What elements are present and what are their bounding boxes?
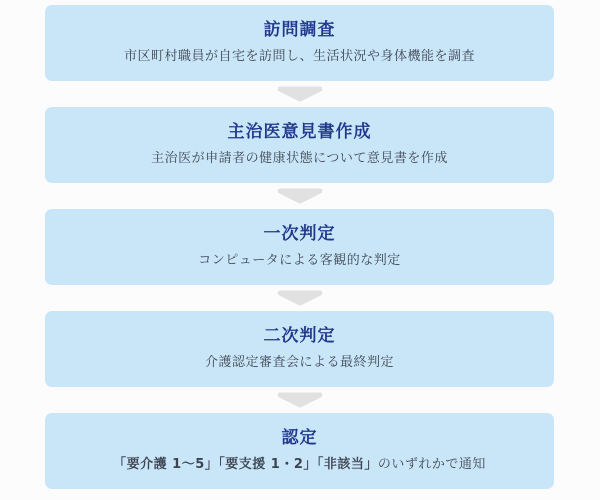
- step-title: 認定: [281, 427, 318, 448]
- step-primary-judgment: [45, 209, 554, 285]
- step-description-rest: のいずれかで通知: [377, 457, 486, 473]
- step-certification: [45, 413, 554, 489]
- step-description: 介護認定審査会による最終判定: [204, 355, 394, 371]
- step-doctor-opinion: [45, 107, 554, 183]
- step-visit-survey: [45, 5, 554, 81]
- certification-flowchart: [45, 5, 554, 489]
- step-title: 二次判定: [263, 325, 336, 346]
- step-title: 訪問調査: [263, 19, 336, 40]
- step-description: 主治医が申請者の健康状態について意見書を作成: [151, 151, 448, 167]
- arrow-down-icon: [45, 81, 554, 107]
- arrow-down-icon: [45, 183, 554, 209]
- step-description: 市区町村職員が自宅を訪問し、生活状況や身体機能を調査: [123, 49, 475, 65]
- step-description-strong: 「要介護 1〜5」「要支援 1・2」「非該当」: [113, 457, 378, 473]
- step-secondary-judgment: [45, 311, 554, 387]
- step-description: コンピュータによる客観的な判定: [198, 253, 401, 269]
- arrow-down-icon: [45, 285, 554, 311]
- step-title: 主治医意見書作成: [227, 121, 372, 142]
- step-description: [113, 457, 486, 474]
- arrow-down-icon: [45, 387, 554, 413]
- step-title: 一次判定: [263, 223, 336, 244]
